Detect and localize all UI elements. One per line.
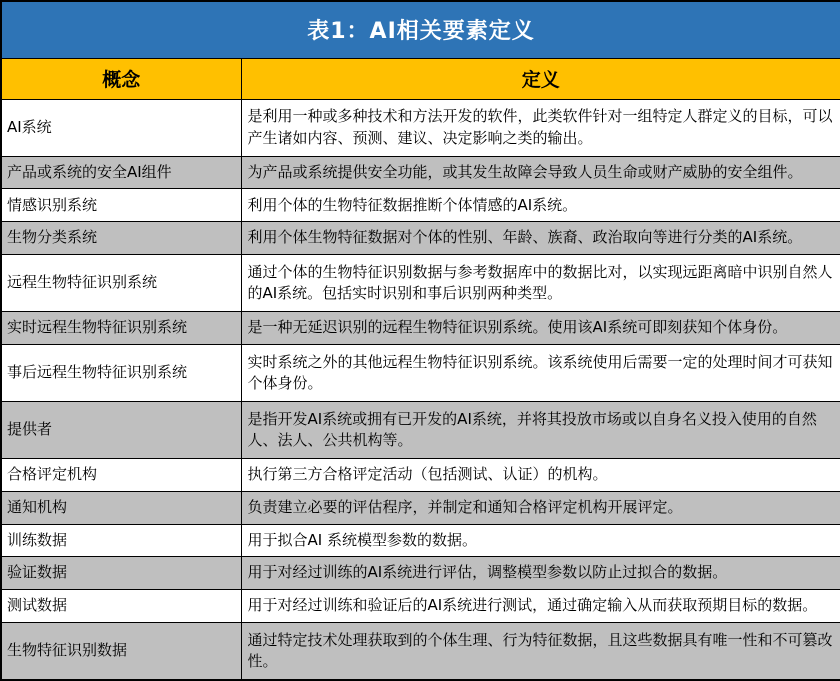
table-row bbox=[1, 344, 840, 401]
concept-cell: 训练数据 bbox=[1, 524, 241, 557]
definition-cell: 是一种无延迟识别的远程生物特征识别系统。使用该AI系统可即刻获知个体身份。 bbox=[241, 312, 840, 345]
definition-cell: 利用个体的生物特征数据推断个体情感的AI系统。 bbox=[241, 189, 840, 222]
concept-cell: 通知机构 bbox=[1, 491, 241, 524]
concept-cell: 事后远程生物特征识别系统 bbox=[1, 344, 241, 401]
table-row bbox=[1, 459, 840, 492]
table-row bbox=[1, 222, 840, 255]
definition-cell: 用于对经过训练和验证后的AI系统进行测试，通过确定输入从而获取预期目标的数据。 bbox=[241, 589, 840, 622]
concept-cell: 生物分类系统 bbox=[1, 222, 241, 255]
definition-cell: 是利用一种或多种技术和方法开发的软件，此类软件针对一组特定人群定义的目标，可以产生诸如内容、预测、建议、决定影响之类的输出。 bbox=[241, 99, 840, 156]
definition-cell: 通过个体的生物特征识别数据与参考数据库中的数据比对，以实现远距离暗中识别自然人的AI系统。包括实时识别和事后识别两种类型。 bbox=[241, 254, 840, 311]
column-header-row bbox=[1, 58, 840, 99]
table-row bbox=[1, 312, 840, 345]
concept-cell: 远程生物特征识别系统 bbox=[1, 254, 241, 311]
table-row bbox=[1, 524, 840, 557]
concept-cell: 验证数据 bbox=[1, 557, 241, 590]
concept-cell: 产品或系统的安全AI组件 bbox=[1, 156, 241, 189]
table-row bbox=[1, 99, 840, 156]
table-row bbox=[1, 557, 840, 590]
concept-cell: 提供者 bbox=[1, 401, 241, 458]
definition-cell: 是指开发AI系统或拥有已开发的AI系统，并将其投放市场或以自身名义投入使用的自然人、法人、公共机构等。 bbox=[241, 401, 840, 458]
table-row bbox=[1, 254, 840, 311]
concept-cell: AI系统 bbox=[1, 99, 241, 156]
table-title: 表1：AI相关要素定义 bbox=[1, 1, 840, 58]
definition-cell: 负责建立必要的评估程序，并制定和通知合格评定机构开展评定。 bbox=[241, 491, 840, 524]
definition-cell: 用于对经过训练的AI系统进行评估，调整模型参数以防止过拟合的数据。 bbox=[241, 557, 840, 590]
concept-cell: 情感识别系统 bbox=[1, 189, 241, 222]
definition-cell: 通过特定技术处理获取到的个体生理、行为特征数据，且这些数据具有唯一性和不可篡改性。 bbox=[241, 622, 840, 680]
table-title-row bbox=[1, 1, 840, 58]
table-body bbox=[1, 99, 840, 680]
table-row bbox=[1, 156, 840, 189]
table-row bbox=[1, 189, 840, 222]
table-row bbox=[1, 491, 840, 524]
table-row bbox=[1, 589, 840, 622]
definition-cell: 实时系统之外的其他远程生物特征识别系统。该系统使用后需要一定的处理时间才可获知个体身份。 bbox=[241, 344, 840, 401]
concept-cell: 实时远程生物特征识别系统 bbox=[1, 312, 241, 345]
definition-cell: 用于拟合AI 系统模型参数的数据。 bbox=[241, 524, 840, 557]
table-row bbox=[1, 401, 840, 458]
column-header-concept: 概念 bbox=[1, 58, 241, 99]
concept-cell: 生物特征识别数据 bbox=[1, 622, 241, 680]
definition-cell: 执行第三方合格评定活动（包括测试、认证）的机构。 bbox=[241, 459, 840, 492]
definition-cell: 为产品或系统提供安全功能，或其发生故障会导致人员生命或财产威胁的安全组件。 bbox=[241, 156, 840, 189]
definition-cell: 利用个体生物特征数据对个体的性别、年龄、族裔、政治取向等进行分类的AI系统。 bbox=[241, 222, 840, 255]
concept-cell: 测试数据 bbox=[1, 589, 241, 622]
table-row bbox=[1, 622, 840, 680]
column-header-definition: 定义 bbox=[241, 58, 840, 99]
concept-cell: 合格评定机构 bbox=[1, 459, 241, 492]
